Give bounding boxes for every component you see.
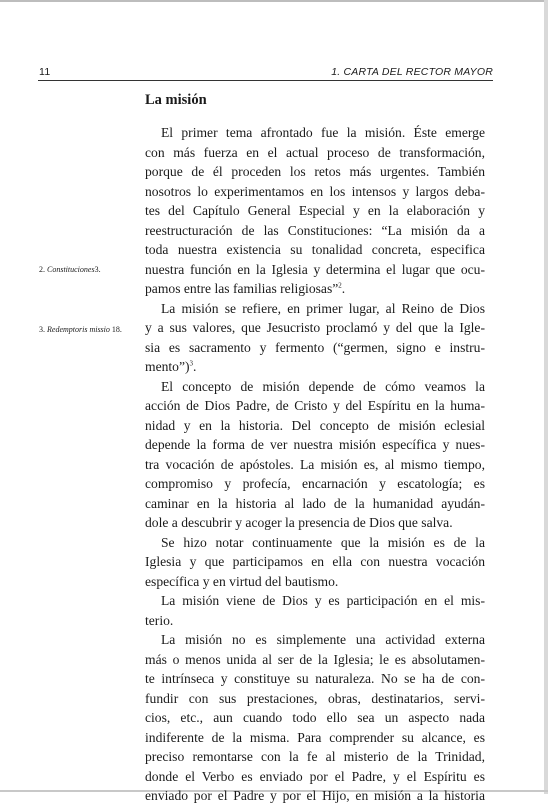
note-number: 3. <box>39 325 45 334</box>
note-number: 2. <box>39 265 45 274</box>
text-line-content: mento”) <box>145 359 190 374</box>
text-line: donde el Verbo es enviado por el Padre, y el Espíritu es <box>145 768 485 784</box>
text-line: preciso remontarse con la fe al misterio de la Trinidad, <box>145 749 485 764</box>
text-line: fundir con sus prestaciones, obras, destinatarios, servi- <box>145 690 485 706</box>
header-rule <box>38 80 493 81</box>
text-line: compromiso y profecía, encarnación y escatología; es <box>145 476 485 491</box>
page-number: 11 <box>39 66 51 78</box>
text-line: La misión no es simplemente una actividad externa <box>161 632 485 647</box>
text-line: indiferente de la misma. Para comprender su alcance, es <box>145 729 485 745</box>
text-line: y a sus valores, que Jesucristo proclamó y del que la Igle- <box>145 320 485 335</box>
text-line: caminar en la historia al lado de la humanidad ayudán- <box>145 495 485 511</box>
text-line-content: pamos entre las familias religiosas” <box>145 281 339 296</box>
text-line: porque de él proceden los retos más urgentes. También <box>145 164 485 179</box>
text-line <box>145 279 485 299</box>
text-line: tes del Capítulo General Especial y en la elaboración y <box>145 203 485 218</box>
text-line: depende la forma de ver nuestra misión específica y nues- <box>145 437 485 452</box>
text-line: Se hizo notar continuamente que la misión es de la <box>161 534 485 550</box>
text-line <box>145 357 485 377</box>
text-line: dole a descubrir y acoger la presencia de Dios que salva. <box>145 515 453 530</box>
note-source: Redemptoris missio <box>47 325 110 334</box>
text-line: reestructuración de las Constituciones: “La misión da a <box>145 222 485 238</box>
body-text <box>145 123 485 806</box>
margin-note-3 <box>39 325 122 335</box>
text-line: con más fuerza en el actual proceso de transformación, <box>145 144 485 160</box>
page-right-edge <box>544 0 548 794</box>
running-head: 1. CARTA DEL RECTOR MAYOR <box>331 66 493 78</box>
text-line: terio. <box>145 612 174 628</box>
text-line: acción de Dios Padre, de Cristo y del Espíritu en la huma- <box>145 398 485 413</box>
text-line: enviado por el Padre y por el Hijo, en misión a la historia <box>145 788 485 803</box>
text-line: nuestra función en la Iglesia y determina el lugar que ocu- <box>145 261 485 277</box>
text-line: La misión viene de Dios y es participación en el mis- <box>161 593 485 608</box>
margin-note-2 <box>39 265 101 275</box>
text-line: te intrínseca y constituye su naturaleza. No se ha de con- <box>145 671 485 686</box>
text-line: Iglesia y que participamos en ella con nuestra vocación <box>145 554 485 569</box>
text-line: específica y en virtud del bautismo. <box>145 573 339 589</box>
top-edge-rule <box>0 0 548 2</box>
footnote-ref-2: 2 <box>338 281 342 290</box>
text-line: nidad y en la historia. Del concepto de misión eclesial <box>145 417 485 433</box>
note-source: Constituciones <box>47 265 95 274</box>
section-title: La misión <box>145 92 207 108</box>
text-line: más o menos unida al ser de la Iglesia; le es absolutamen- <box>145 651 485 667</box>
footnote-ref-trail: . <box>193 359 197 374</box>
text-line: tra vocación de apóstoles. La misión es, al mismo tiempo, <box>145 456 485 472</box>
footnote-ref-3: 3 <box>189 359 194 368</box>
footnote-ref-trail: . <box>341 281 346 296</box>
text-line: El primer tema afrontado fue la misión. Éste emerge <box>161 125 485 140</box>
text-line: cios, etc., aun cuando todo ello sea un aspecto nada <box>145 710 485 725</box>
note-ref: 3. <box>94 265 101 274</box>
text-line: La misión se refiere, en primer lugar, al Reino de Dios <box>161 300 485 316</box>
text-line: El concepto de misión depende de cómo veamos la <box>161 378 485 394</box>
note-ref: 18. <box>111 325 122 334</box>
text-line: sia es sacramento y fermento (“germen, signo e instru- <box>145 339 485 355</box>
text-line: toda nuestra existencia su tonalidad concreta, especifica <box>145 242 485 257</box>
text-line: nosotros lo experimentamos en los intensos y largos deba- <box>145 183 485 199</box>
